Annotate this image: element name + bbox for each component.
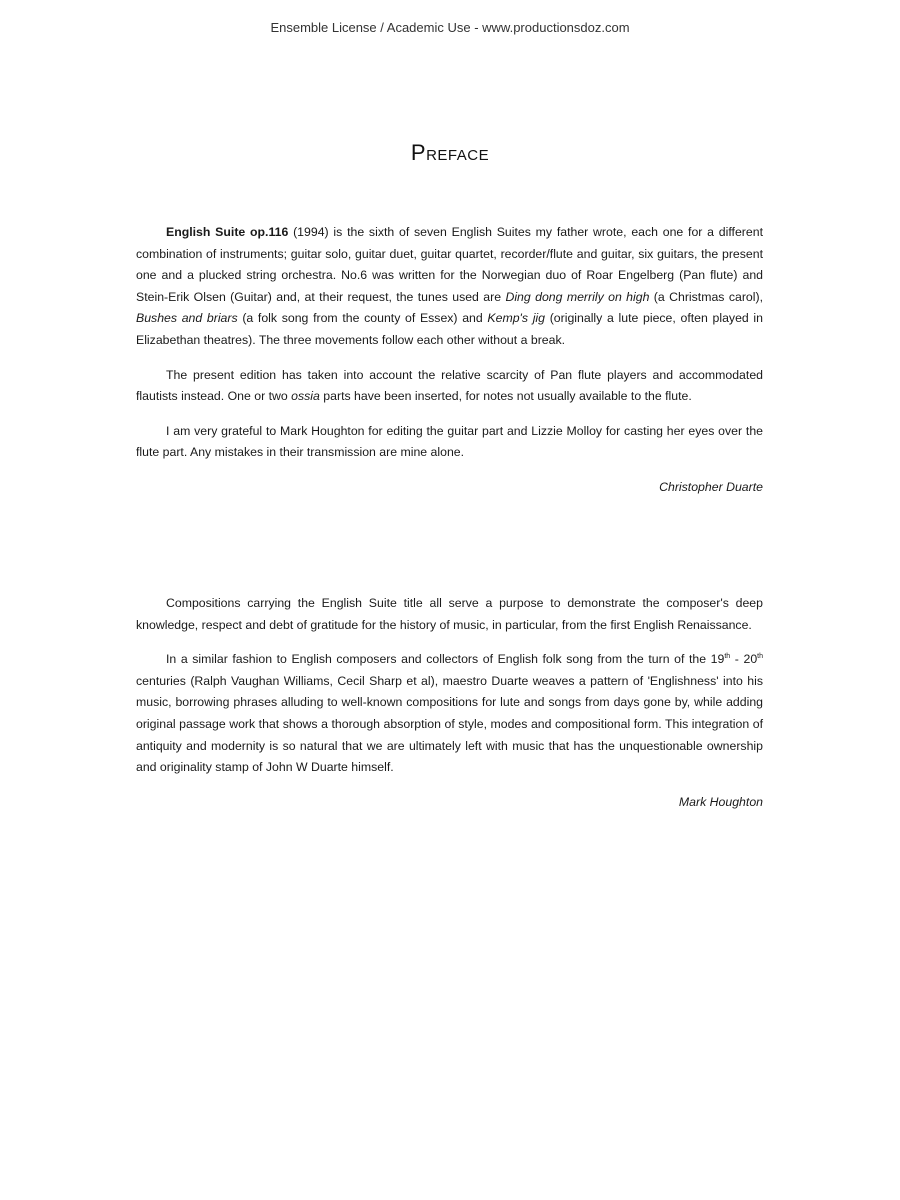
tune-title: Kemp's jig	[487, 311, 546, 326]
italic-term: ossia	[291, 389, 320, 404]
text-run: (1994) is the sixth of seven English Suites my father wrote, each one for a different combination of instruments; guitar solo, guitar duet, guitar quartet, recorder/flute and guitar, six guitars, the present one and a plucked string orchestra. No.6 was written for the Norwegian duo of Roar Engelberg (Pan flute) and Stein-Erik Olsen (Guitar) and, at their request, the tunes used are	[136, 225, 763, 304]
signature-christopher-duarte: Christopher Duarte	[659, 479, 763, 494]
text-run: - 20	[730, 652, 758, 667]
text-run: parts have been inserted, for notes not usually available to the flute.	[319, 389, 692, 404]
preface-paragraph-1	[136, 222, 763, 352]
text-run: The present edition has taken into account the relative scarcity of Pan flute players and accommodated flautists instead. One or two	[136, 367, 763, 404]
preface-paragraph-2	[136, 365, 763, 408]
text-run: centuries (Ralph Vaughan Williams, Cecil Sharp et al), maestro Duarte weaves a pattern of 'Englishness' into his music, borrowing phrases alluding to well-known compositions for lute and songs from days gone by, while adding original passage work that shows a thorough absorption of style, modes and compositional form. This integration of antiquity and modernity is so natural that we are ultimately left with music that has the unquestionable ownership and originality stamp of John W Duarte himself.	[136, 673, 763, 775]
signature-mark-houghton: Mark Houghton	[678, 794, 763, 809]
work-title: English Suite op.116	[166, 225, 289, 239]
preface-section	[136, 222, 763, 512]
tune-title: Bushes and briars	[136, 311, 238, 326]
tune-title: Ding dong merrily on high	[505, 289, 650, 304]
text-run: (a Christmas carol),	[649, 289, 764, 304]
license-header: Ensemble License / Academic Use - www.productionsdoz.com	[270, 20, 630, 35]
text-run: (originally a lute piece, often played in Elizabethan theatres). The three movements follow each other without a break.	[136, 311, 763, 347]
superscript: th	[724, 653, 731, 661]
commentary-paragraph-1: Compositions carrying the English Suite title all serve a purpose to demonstrate the composer's deep knowledge, respect and debt of gratitude for the history of music, in particular, from the first English Renaissance.	[136, 596, 763, 632]
commentary-paragraph-2	[136, 649, 763, 779]
text-run: In a similar fashion to English composers and collectors of English folk song from the turn of the 19	[166, 652, 725, 667]
superscript: th	[757, 653, 763, 661]
preface-paragraph-3: I am very grateful to Mark Houghton for editing the guitar part and Lizzie Molloy for casting her eyes over the flute part. Any mistakes in their transmission are mine alone.	[136, 423, 763, 460]
commentary-section	[136, 593, 763, 826]
page-title: Preface	[410, 140, 490, 165]
text-run: (a folk song from the county of Essex) and	[237, 311, 488, 326]
